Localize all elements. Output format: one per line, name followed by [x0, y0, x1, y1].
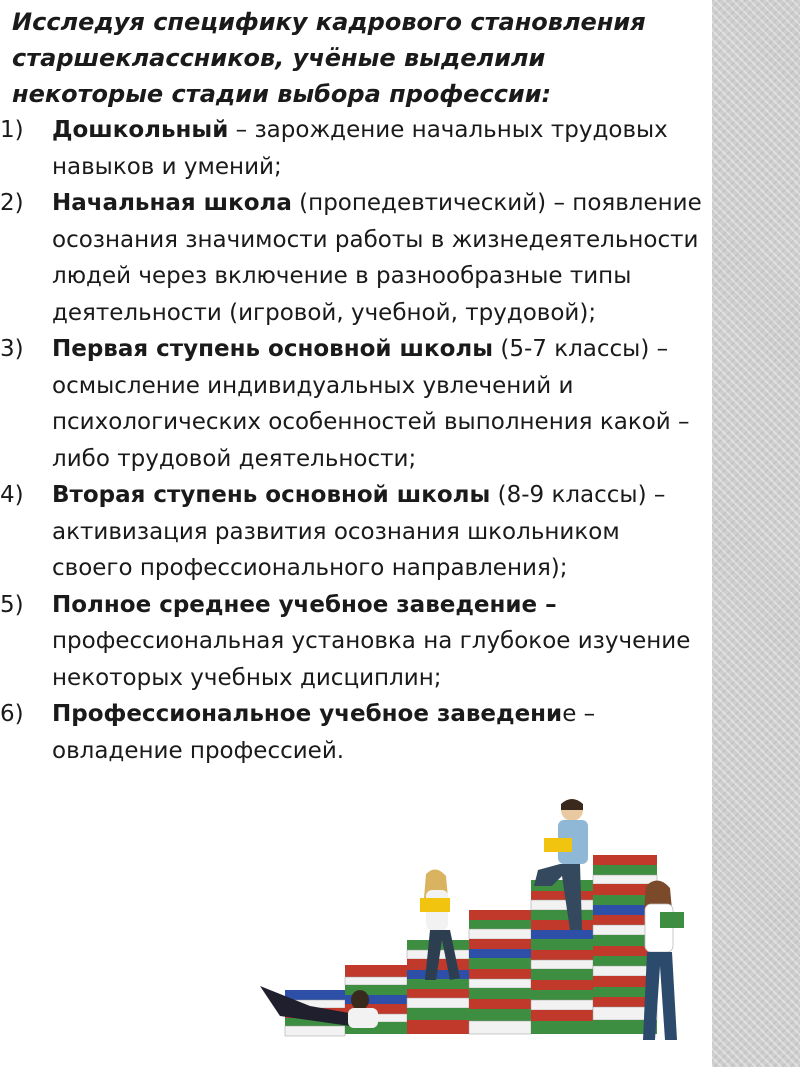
stage-name: Начальная школа	[52, 190, 292, 216]
stage-number: 1)	[0, 117, 24, 143]
stage-item-2	[0, 185, 705, 331]
stage-description: (5-7 классы) – осмысление индивидуальных увлечений и психологических особенностей выполнения какой – либо трудовой деятельности;	[52, 336, 690, 472]
intro-text: Исследуя специфику кадрового становления старшеклассников, учёные выделили некоторые стадии выбора профессии:	[12, 8, 646, 108]
stage-description: е – овладение профессией.	[52, 701, 596, 764]
stage-number: 6)	[0, 701, 24, 727]
stage-name: Первая ступень основной школы	[52, 336, 494, 362]
stage-name: Профессиональное учебное заведени	[52, 701, 563, 727]
stage-number: 5)	[0, 591, 24, 618]
stage-item-4	[0, 477, 705, 587]
stage-number: 2)	[0, 190, 24, 216]
students-on-book-stacks-illustration	[240, 790, 712, 1060]
stage-name: Вторая ступень основной школы	[52, 482, 491, 508]
stage-name: Дошкольный	[52, 117, 229, 143]
stage-name: Полное среднее учебное заведение –	[52, 591, 557, 618]
stage-description: профессиональная установка на глубокое изучение некоторых учебных дисциплин;	[52, 628, 691, 691]
stage-item-1	[0, 112, 705, 185]
stage-description: (8-9 классы) – активизация развития осознания школьником своего профессионального направления);	[52, 482, 666, 581]
book-stacks	[285, 855, 657, 1036]
stage-number: 4)	[0, 482, 24, 508]
stage-description: (пропедевтический) – появление осознания значимости работы в жизнедеятельности людей через включение в разнообразные типы деятельности (игровой, учебной, трудовой);	[52, 190, 702, 326]
stage-number: 3)	[0, 336, 24, 362]
decorative-side-strip	[712, 0, 800, 1067]
stages-list	[0, 112, 705, 769]
stage-item-5	[0, 587, 705, 697]
stage-description: – зарождение начальных трудовых навыков и умений;	[52, 117, 668, 180]
stage-item-6	[0, 696, 705, 769]
stage-item-3	[0, 331, 705, 477]
